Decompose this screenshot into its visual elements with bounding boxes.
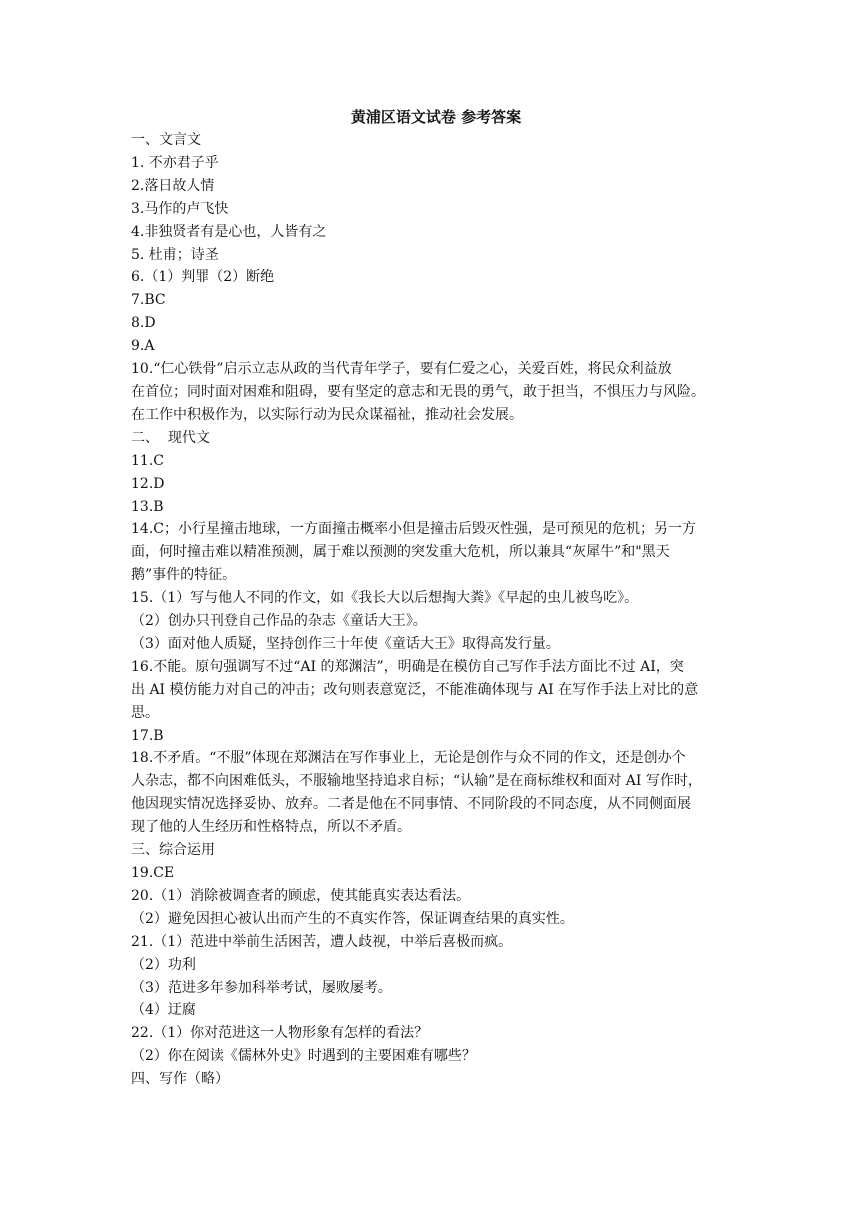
answer-line-15-1: 15.（1）写与他人不同的作文，如《我长大以后想掏大粪》《早起的虫儿被鸟吃》。 <box>131 590 639 607</box>
answer-line-9: 9.A <box>131 338 155 355</box>
answer-line-7: 7.BC <box>131 292 166 309</box>
answer-line-14-cont-2: 鹅”事件的特征。 <box>131 567 237 584</box>
page-title: 黄浦区语文试卷 参考答案 <box>350 108 522 126</box>
answer-line-10-cont-2: 在工作中积极作为，以实际行动为民众谋福祉，推动社会发展。 <box>131 406 523 423</box>
answer-line-17: 17.B <box>131 727 164 744</box>
answer-line-18-cont-2: 他因现实情况选择妥协、放弃。二者是他在不同事情、不同阶段的不同态度，从不同侧面展 <box>131 796 691 813</box>
answer-line-18-cont-1: 人杂志，都不向困难低头，不服输地坚持追求自标；“认输”是在商标维权和面对 AI 写作时， <box>131 773 702 790</box>
answer-line-20-1: 20.（1）消除被调查者的顾虑，使其能真实表达看法。 <box>131 887 471 904</box>
answer-line-21-2: （2）功利 <box>131 956 196 973</box>
section-heading-writing: 四、写作（略） <box>131 1071 229 1088</box>
section-heading-modern: 二、 现代文 <box>131 429 210 446</box>
answer-line-16-cont-1: 出 AI 模仿能力对自己的冲击；改句则表意宽泛，不能准确体现与 AI 在写作手法上对比的意 <box>131 681 699 698</box>
answer-line-21-1: 21.（1）范进中举前生活困苦，遭人歧视，中举后喜极而疯。 <box>131 933 513 950</box>
answer-line-18: 18.不矛盾。“不服”体现在郑渊洁在写作事业上，无论是创作与众不同的作文，还是创办个 <box>131 750 686 767</box>
answer-line-12: 12.D <box>131 475 165 492</box>
answer-line-20-2: （2）避免因担心被认出而产生的不真实作答，保证调查结果的真实性。 <box>131 910 574 927</box>
answer-line-1: 1. 不亦君子乎 <box>131 154 219 171</box>
answer-line-10: 10.“仁心铁骨”启示立志从政的当代青年学子，要有仁爱之心，关爱百姓，将民众利益放 <box>131 361 672 378</box>
answer-line-19: 19.CE <box>131 865 175 881</box>
answer-line-21-3: （3）范进多年参加科举考试，屡败屡考。 <box>131 979 392 996</box>
answer-line-14: 14.C；小行星撞击地球，一方面撞击概率小但是撞击后毁灭性强，是可预见的危机；另一方 <box>131 521 696 538</box>
answer-line-16: 16.不能。原句强调写不过“AI 的郑渊洁”，明确是在模仿自己写作手法方面比不过 AI，突 <box>131 658 684 675</box>
answer-line-21-4: （4）迂腐 <box>131 1002 196 1019</box>
answer-line-16-cont-2: 思。 <box>131 704 159 721</box>
answer-line-22-1: 22.（1）你对范进这一人物形象有怎样的看法？ <box>131 1025 429 1042</box>
answer-line-14-cont-1: 面，何时撞击难以精准预测，属于难以预测的突发重大危机，所以兼具“灰犀牛”和"黑天 <box>131 544 670 561</box>
section-heading-classical: 一、文言文 <box>131 132 201 148</box>
answer-line-6: 6.（1）判罪（2）断绝 <box>131 269 275 286</box>
answer-line-22-2: （2）你在阅读《儒林外史》时遇到的主要困难有哪些？ <box>131 1048 476 1065</box>
answer-line-15-3: （3）面对他人质疑，坚持创作三十年使《童话大王》取得高发行量。 <box>131 635 560 652</box>
answer-line-8: 8.D <box>131 315 156 332</box>
answer-line-3: 3.马作的卢飞快 <box>131 200 229 217</box>
section-heading-integrated: 三、综合运用 <box>131 842 215 859</box>
answer-line-5: 5. 杜甫；诗圣 <box>131 246 219 263</box>
answer-line-2: 2.落日故人情 <box>131 177 215 194</box>
answer-line-18-cont-3: 现了他的人生经历和性格特点，所以不矛盾。 <box>131 819 411 836</box>
answer-line-11: 11.C <box>131 452 164 469</box>
answer-line-13: 13.B <box>131 498 164 515</box>
answer-line-10-cont-1: 在首位；同时面对困难和阻碍，要有坚定的意志和无畏的勇气，敢于担当，不惧压力与风险。 <box>131 383 705 400</box>
answer-sheet <box>131 106 741 1091</box>
answer-line-4: 4.非独贤者有是心也，人皆有之 <box>131 223 327 240</box>
answer-line-15-2: （2）创办只刊登自己作品的杂志《童话大王》。 <box>131 613 427 630</box>
